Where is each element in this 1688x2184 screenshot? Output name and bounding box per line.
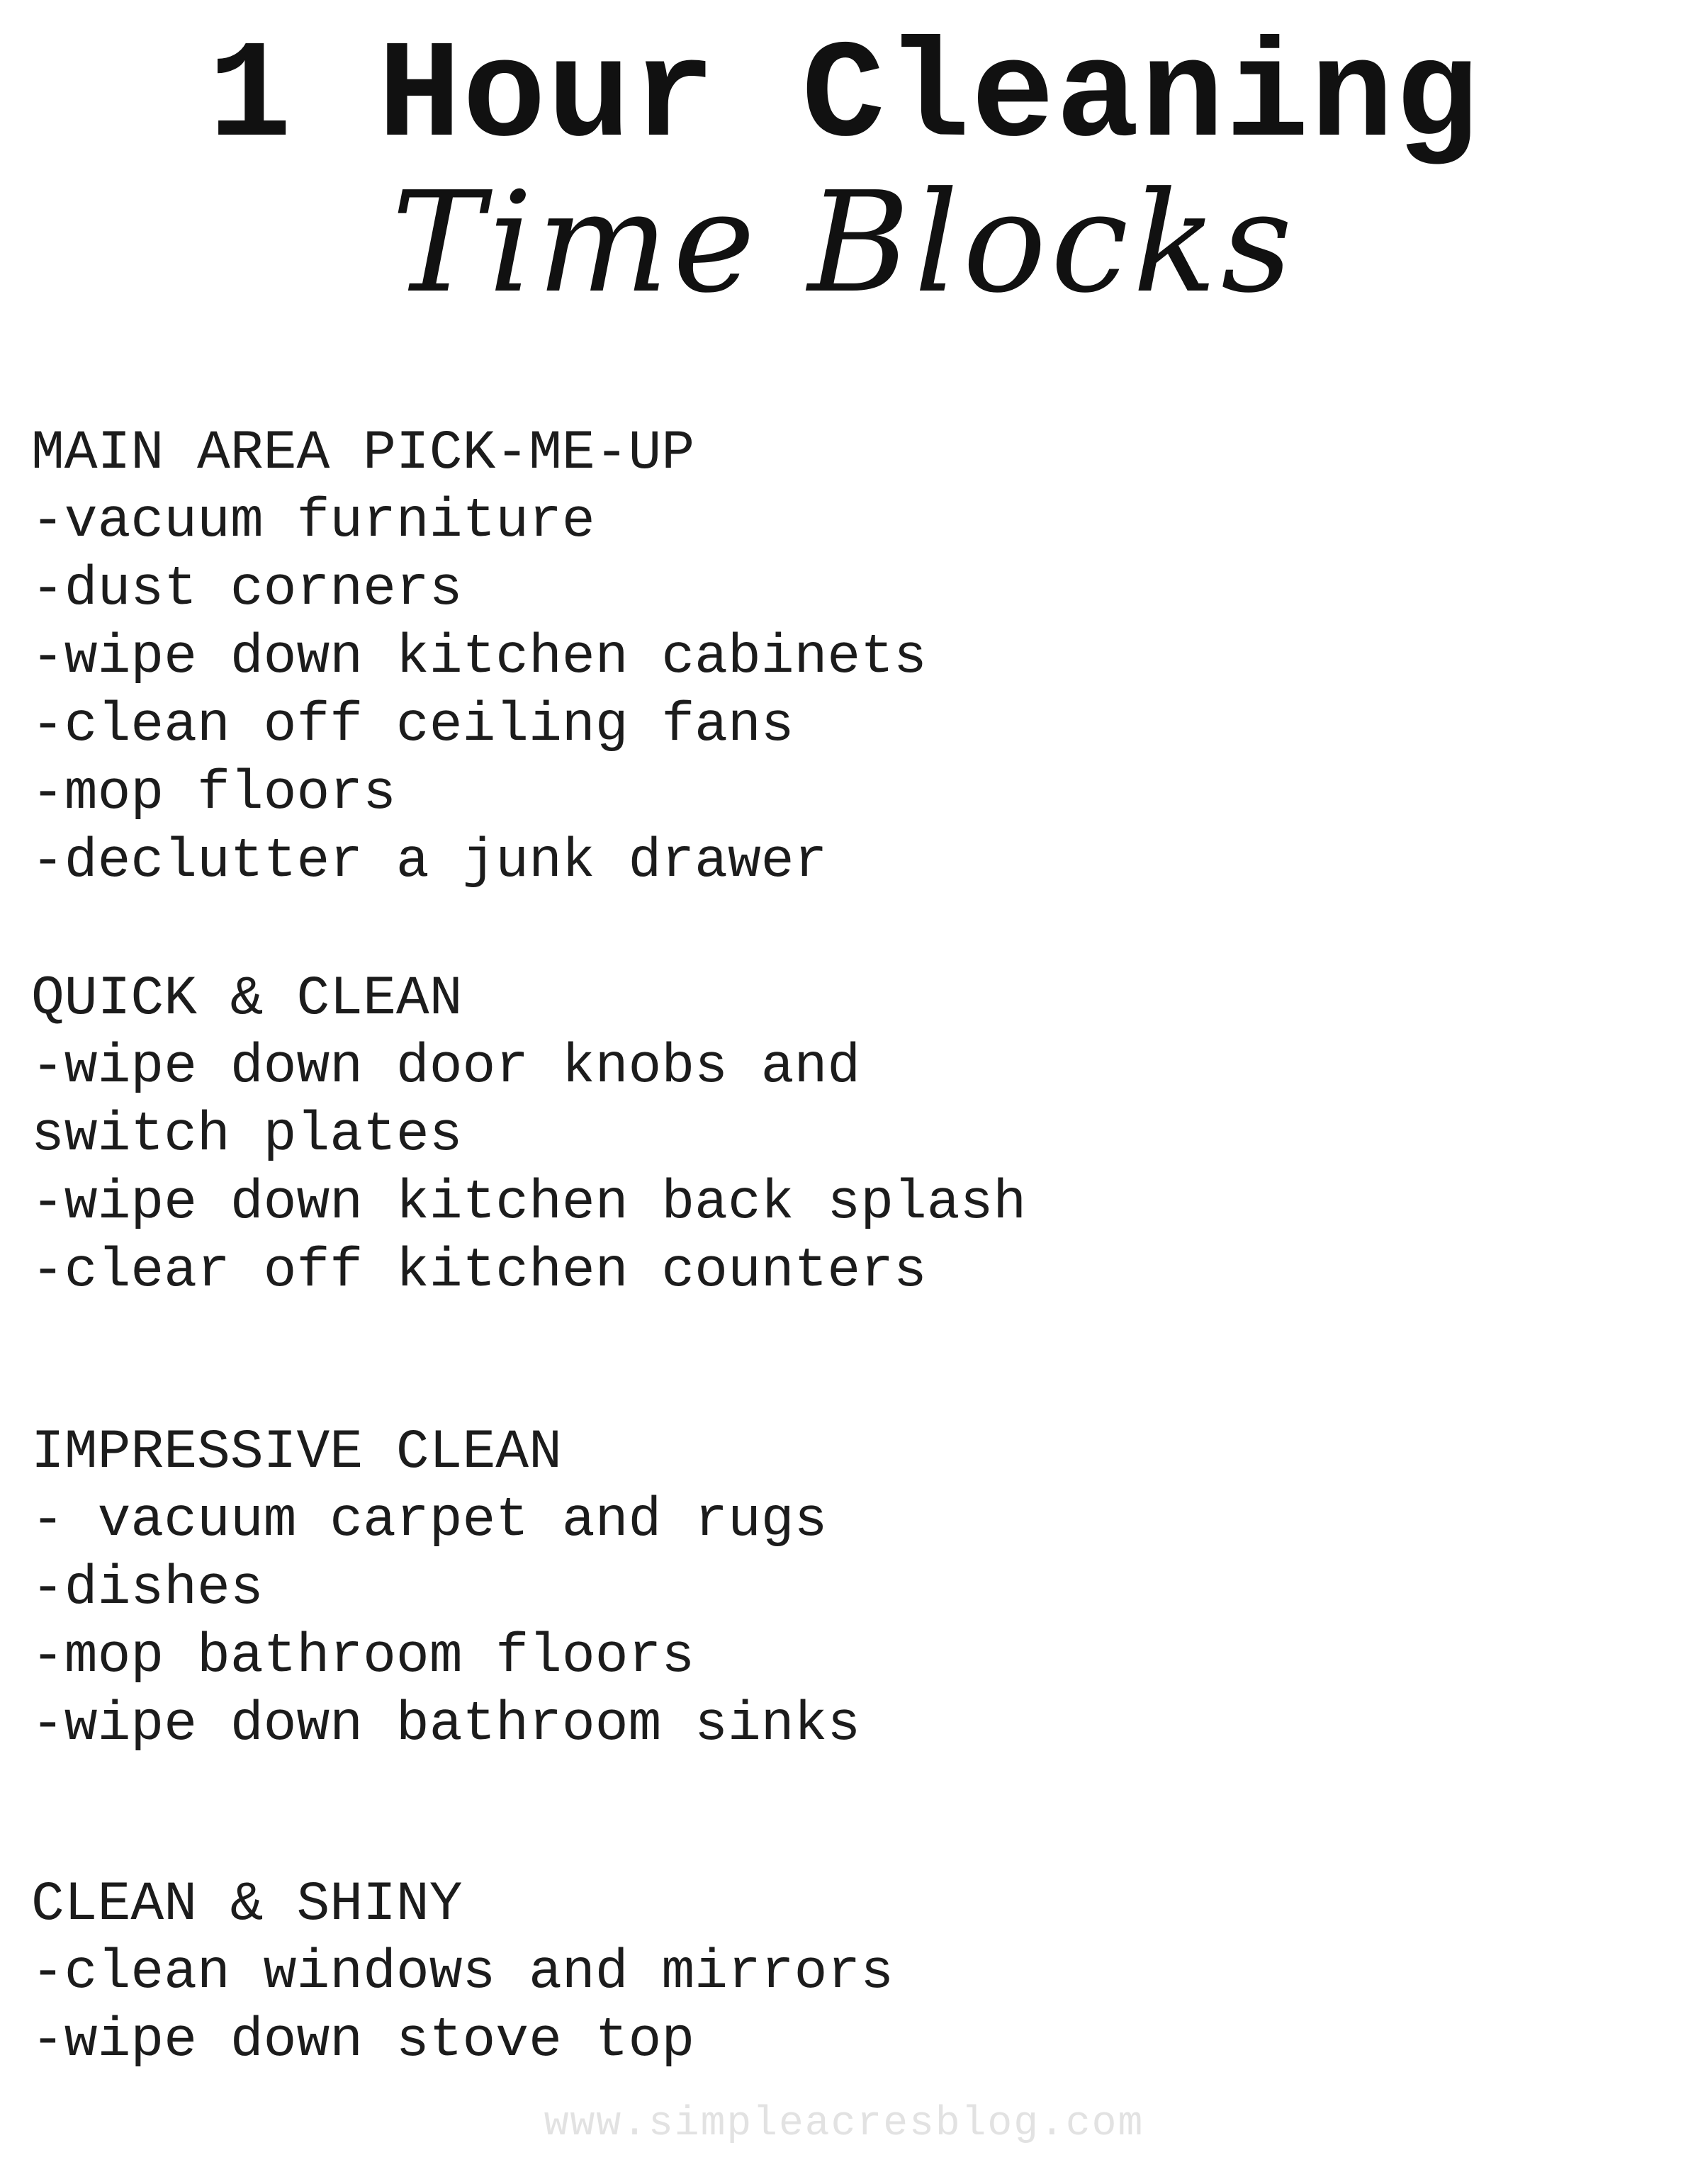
section-main-area bbox=[31, 420, 1661, 896]
list-item: -dust corners bbox=[31, 558, 463, 621]
page-subtitle-script: Time Blocks bbox=[391, 162, 1297, 324]
section-spacer bbox=[31, 1759, 1661, 1871]
list-item: -wipe down bathroom sinks bbox=[31, 1694, 861, 1756]
page-title: 1 Hour Cleaning bbox=[208, 19, 1480, 176]
section-heading: CLEAN & SHINY bbox=[31, 1874, 463, 1936]
section-spacer bbox=[31, 896, 1661, 965]
list-item: -wipe down door knobs and switch plates bbox=[31, 1036, 894, 1166]
list-item: -mop bathroom floors bbox=[31, 1626, 695, 1688]
website-watermark: www.simpleacresblog.com bbox=[544, 2101, 1144, 2147]
list-item: -clean off ceiling fans bbox=[31, 694, 794, 757]
list-item: -declutter a junk drawer bbox=[31, 831, 828, 893]
list-item: -clean windows and mirrors bbox=[31, 1942, 894, 2004]
list-item: -clear off kitchen counters bbox=[31, 1240, 927, 1302]
list-item: -mop floors bbox=[31, 762, 396, 825]
list-item: -wipe down kitchen back splash bbox=[31, 1172, 1027, 1234]
section-spacer bbox=[31, 1305, 1661, 1419]
section-heading: MAIN AREA PICK-ME-UP bbox=[31, 422, 695, 485]
section-heading: QUICK & CLEAN bbox=[31, 968, 463, 1030]
section-heading: IMPRESSIVE CLEAN bbox=[31, 1422, 562, 1484]
list-item: -dishes bbox=[31, 1558, 264, 1620]
section-clean-shiny bbox=[31, 1871, 1661, 2075]
section-impressive-clean bbox=[31, 1419, 1661, 1759]
cleaning-list bbox=[31, 420, 1661, 2075]
list-item: -wipe down kitchen cabinets bbox=[31, 626, 927, 689]
section-quick-clean bbox=[31, 965, 1661, 1305]
list-item: - vacuum carpet and rugs bbox=[31, 1490, 828, 1552]
list-item: -wipe down stove top bbox=[31, 2010, 695, 2072]
list-item: -vacuum furniture bbox=[31, 490, 595, 553]
